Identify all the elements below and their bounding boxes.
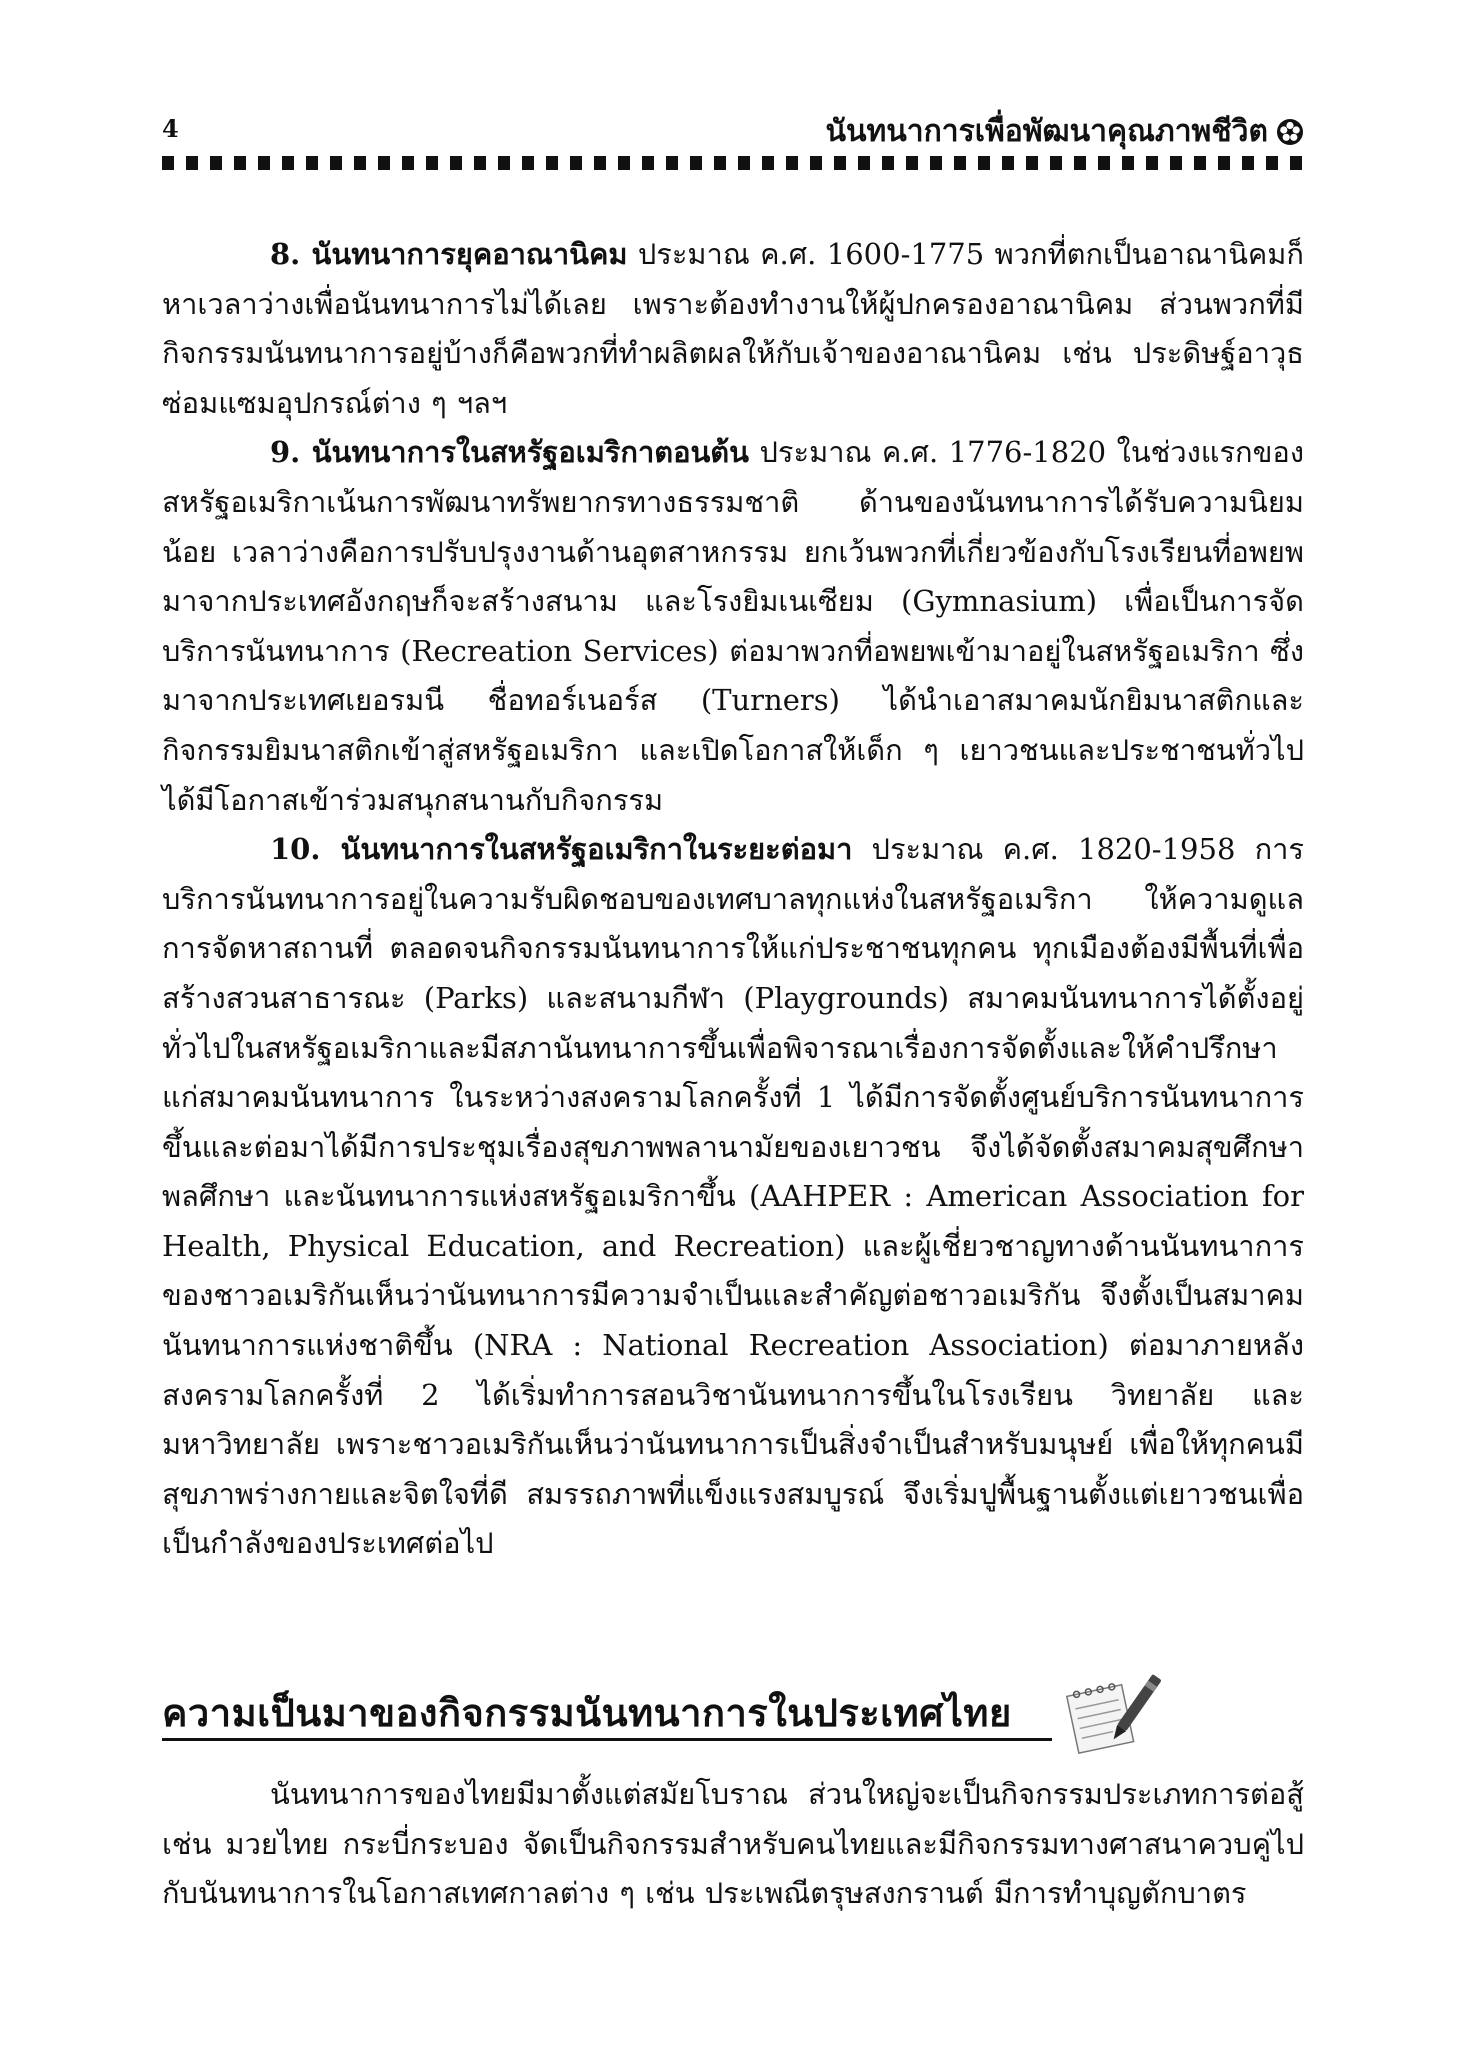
section-heading: ความเป็นมาของกิจกรรมนันทนาการในประเทศไทย bbox=[162, 1691, 1012, 1735]
paragraph-text: ประมาณ ค.ศ. 1600-1775 พวกที่ตกเป็นอาณานิคมก็หาเวลาว่างเพื่อนันทนาการไม่ได้เลย เพราะต้องทำงานให้ผู้ปกครองอาณานิคม ส่วนพวกที่มีกิจกรรมนันทนาการอยู่บ้างก็คือพวกที่ทำผลิตผลให้กับเจ้าของอาณานิคม เช่น ประดิษฐ์อาวุธ ซ่อมแซมอุปกรณ์ต่าง ๆ ฯลฯ bbox=[162, 237, 1304, 420]
paragraph-heading: 10. นันทนาการในสหรัฐอเมริกาในระยะต่อมา bbox=[270, 832, 853, 867]
page-header bbox=[162, 108, 1304, 148]
running-title-text: นันทนาการเพื่อพัฒนาคุณภาพชีวิต bbox=[825, 114, 1268, 149]
paragraph-heading: 8. นันทนาการยุคอาณานิคม bbox=[270, 237, 628, 271]
running-title bbox=[825, 108, 1304, 155]
paragraph-later-usa bbox=[162, 825, 1304, 1569]
paragraph-text: ประมาณ ค.ศ. 1776-1820 ในช่วงแรกของสหรัฐอเมริกาเน้นการพัฒนาทรัพยากรทางธรรมชาติ ด้านของนันทนาการได้รับความนิยมน้อย เวลาว่างคือการปรับปรุงงานด้านอุตสาหกรรม ยกเว้นพวกที่เกี่ยวข้องกับโรงเรียนที่อพยพมาจากประเทศอังกฤษก็จะสร้างสนาม และโรงยิมเนเซียม (Gymnasium) เพื่อเป็นการจัดบริการนันทนาการ (Recreation Services) ต่อมาพวกที่อพยพเข้ามาอยู่ในสหรัฐอเมริกา ซึ่งมาจากประเทศเยอรมนี ชื่อทอร์เนอร์ส (Turners) ได้นำเอาสมาคมนักยิมนาสติกและกิจกรรมยิมนาสติกเข้าสู่สหรัฐอเมริกา และเปิดโอกาสให้เด็ก ๆ เยาวชนและประชาชนทั่วไปได้มีโอกาสเข้าร่วมสนุกสนานกับกิจกรรม bbox=[162, 435, 1304, 817]
page-number: 4 bbox=[162, 114, 179, 143]
section-paragraph: นันทนาการของไทยมีมาตั้งแต่สมัยโบราณ ส่วนใหญ่จะเป็นกิจกรรมประเภทการต่อสู้ เช่น มวยไทย กระบี่กระบอง จัดเป็นกิจกรรมสำหรับคนไทยและมีกิจกรรมทางศาสนาควบคู่ไปกับนันทนาการในโอกาสเทศกาลต่าง ๆ เช่น ประเพณีตรุษสงกรานต์ มีการทำบุญตักบาตร bbox=[162, 1777, 1304, 1911]
paragraph-early-usa bbox=[162, 428, 1304, 825]
body-text bbox=[162, 230, 1304, 1569]
section-text bbox=[162, 1770, 1304, 1919]
paragraph-colonial-era bbox=[162, 230, 1304, 428]
paragraph-text: ประมาณ ค.ศ. 1820-1958 การบริการนันทนาการอยู่ในความรับผิดชอบของเทศบาลทุกแห่งในสหรัฐอเมริกา ให้ความดูแลการจัดหาสถานที่ ตลอดจนกิจกรรมนันทนาการให้แก่ประชาชนทุกคน ทุกเมืองต้องมีพื้นที่เพื่อสร้างสวนสาธารณะ (Parks) และสนามกีฬา (Playgrounds) สมาคมนันทนาการได้ตั้งอยู่ทั่วไปในสหรัฐอเมริกาและมีสภานันทนาการขึ้นเพื่อพิจารณาเรื่องการจัดตั้งและให้คำปรึกษาแก่สมาคมนันทนาการ ในระหว่างสงครามโลกครั้งที่ 1 ได้มีการจัดตั้งศูนย์บริการนันทนาการขึ้นและต่อมาได้มีการประชุมเรื่องสุขภาพพลานามัยของเยาวชน จึงได้จัดตั้งสมาคมสุขศึกษาพลศึกษา และนันทนาการแห่งสหรัฐอเมริกาขึ้น (AAHPER : American Association for Health, Physical Education, and Recreation) และผู้เชี่ยวชาญทางด้านนันทนาการของชาวอเมริกันเห็นว่านันทนาการมีความจำเป็นและสำคัญต่อชาวอเมริกัน จึงตั้งเป็นสมาคมนันทนาการแห่งชาติขึ้น (NRA : National Recreation Association) ต่อมาภายหลังสงครามโลกครั้งที่ 2 ได้เริ่มทำการสอนวิชานันทนาการขึ้นในโรงเรียน วิทยาลัย และมหาวิทยาลัย เพราะชาวอเมริกันเห็นว่านันทนาการเป็นสิ่งจำเป็นสำหรับมนุษย์ เพื่อให้ทุกคนมีสุขภาพร่างกายและจิตใจที่ดี สมรรถภาพที่แข็งแรงสมบูรณ์ จึงเริ่มปูพื้นฐานตั้งแต่เยาวชนเพื่อเป็นกำลังของประเทศต่อไป bbox=[162, 832, 1304, 1561]
note-pen-icon bbox=[1060, 1668, 1170, 1758]
dotted-divider bbox=[162, 156, 1304, 170]
section-underline bbox=[162, 1738, 1052, 1741]
flower-icon bbox=[1276, 118, 1304, 146]
paragraph-heading: 9. นันทนาการในสหรัฐอเมริกาตอนต้น bbox=[270, 435, 749, 470]
section-header bbox=[162, 1668, 1304, 1748]
